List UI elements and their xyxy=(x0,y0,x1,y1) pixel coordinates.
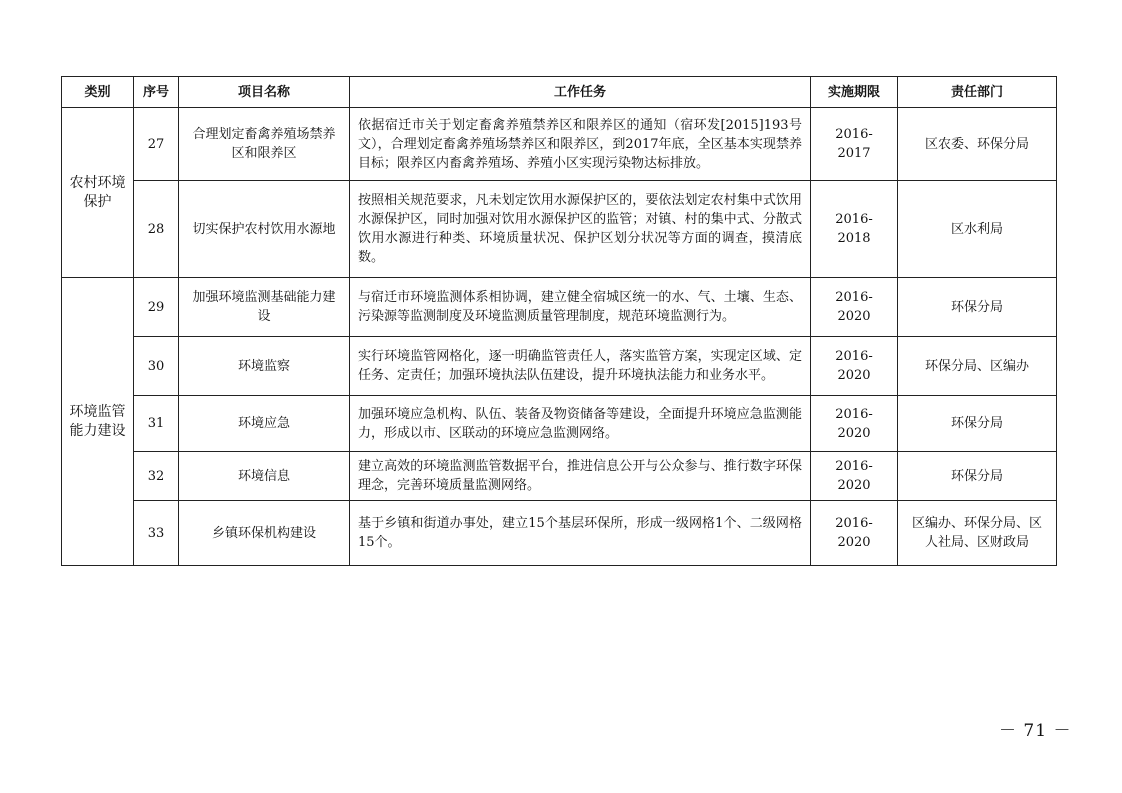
row-period: 2016-2018 xyxy=(811,181,898,278)
header-dept: 责任部门 xyxy=(898,77,1057,108)
row-no: 32 xyxy=(134,452,179,501)
row-period: 2016-2020 xyxy=(811,452,898,501)
row-task: 与宿迁市环境监测体系相协调，建立健全宿城区统一的水、气、土壤、生态、污染源等监测制度及环境监测质量管理制度，规范环境监测行为。 xyxy=(350,278,811,337)
row-dept: 区农委、环保分局 xyxy=(898,108,1057,181)
row-no: 31 xyxy=(134,396,179,452)
header-category: 类别 xyxy=(62,77,134,108)
row-task: 加强环境应急机构、队伍、装备及物资储备等建设，全面提升环境应急监测能力，形成以市、区联动的环境应急监测网络。 xyxy=(350,396,811,452)
table-row xyxy=(62,452,1057,501)
row-dept: 区水利局 xyxy=(898,181,1057,278)
table-row xyxy=(62,181,1057,278)
row-task: 按照相关规范要求，凡未划定饮用水源保护区的，要依法划定农村集中式饮用水源保护区，同时加强对饮用水源保护区的监管；对镇、村的集中式、分散式饮用水源进行种类、环境质量状况、保护区划分状况等方面的调查，摸清底数。 xyxy=(350,181,811,278)
row-no: 28 xyxy=(134,181,179,278)
row-name: 加强环境监测基础能力建设 xyxy=(179,278,350,337)
row-no: 29 xyxy=(134,278,179,337)
table-row xyxy=(62,108,1057,181)
row-period: 2016-2020 xyxy=(811,501,898,566)
row-period: 2016-2020 xyxy=(811,278,898,337)
row-task: 依据宿迁市关于划定畜禽养殖禁养区和限养区的通知（宿环发[2015]193号文），合理划定畜禽养殖场禁养区和限养区，到2017年底，全区基本实现禁养目标；限养区内畜禽养殖场、养殖小区实现污染物达标排放。 xyxy=(350,108,811,181)
row-dept: 环保分局 xyxy=(898,278,1057,337)
header-no: 序号 xyxy=(134,77,179,108)
task-table xyxy=(61,76,1057,566)
row-dept: 环保分局 xyxy=(898,396,1057,452)
table-row xyxy=(62,337,1057,396)
table-row xyxy=(62,396,1057,452)
category-cell: 农村环境保护 xyxy=(62,108,134,278)
row-task: 基于乡镇和街道办事处，建立15个基层环保所，形成一级网格1个、二级网格15个。 xyxy=(350,501,811,566)
row-name: 环境信息 xyxy=(179,452,350,501)
row-period: 2016-2017 xyxy=(811,108,898,181)
header-task: 工作任务 xyxy=(350,77,811,108)
table-row xyxy=(62,501,1057,566)
row-name: 环境监察 xyxy=(179,337,350,396)
header-period: 实施期限 xyxy=(811,77,898,108)
row-dept: 环保分局、区编办 xyxy=(898,337,1057,396)
row-name: 乡镇环保机构建设 xyxy=(179,501,350,566)
row-name: 环境应急 xyxy=(179,396,350,452)
row-no: 30 xyxy=(134,337,179,396)
row-no: 33 xyxy=(134,501,179,566)
category-cell: 环境监管能力建设 xyxy=(62,278,134,566)
table-row xyxy=(62,278,1057,337)
row-no: 27 xyxy=(134,108,179,181)
row-name: 切实保护农村饮用水源地 xyxy=(179,181,350,278)
row-task: 建立高效的环境监测监管数据平台，推进信息公开与公众参与、推行数字环保理念，完善环境质量监测网络。 xyxy=(350,452,811,501)
header-name: 项目名称 xyxy=(179,77,350,108)
row-dept: 区编办、环保分局、区人社局、区财政局 xyxy=(898,501,1057,566)
row-period: 2016-2020 xyxy=(811,337,898,396)
row-period: 2016-2020 xyxy=(811,396,898,452)
row-dept: 环保分局 xyxy=(898,452,1057,501)
table-header-row xyxy=(62,77,1057,108)
row-name: 合理划定畜禽养殖场禁养区和限养区 xyxy=(179,108,350,181)
page-number: － 71 － xyxy=(999,721,1072,741)
row-task: 实行环境监管网格化，逐一明确监管责任人，落实监管方案，实现定区域、定任务、定责任；加强环境执法队伍建设，提升环境执法能力和业务水平。 xyxy=(350,337,811,396)
